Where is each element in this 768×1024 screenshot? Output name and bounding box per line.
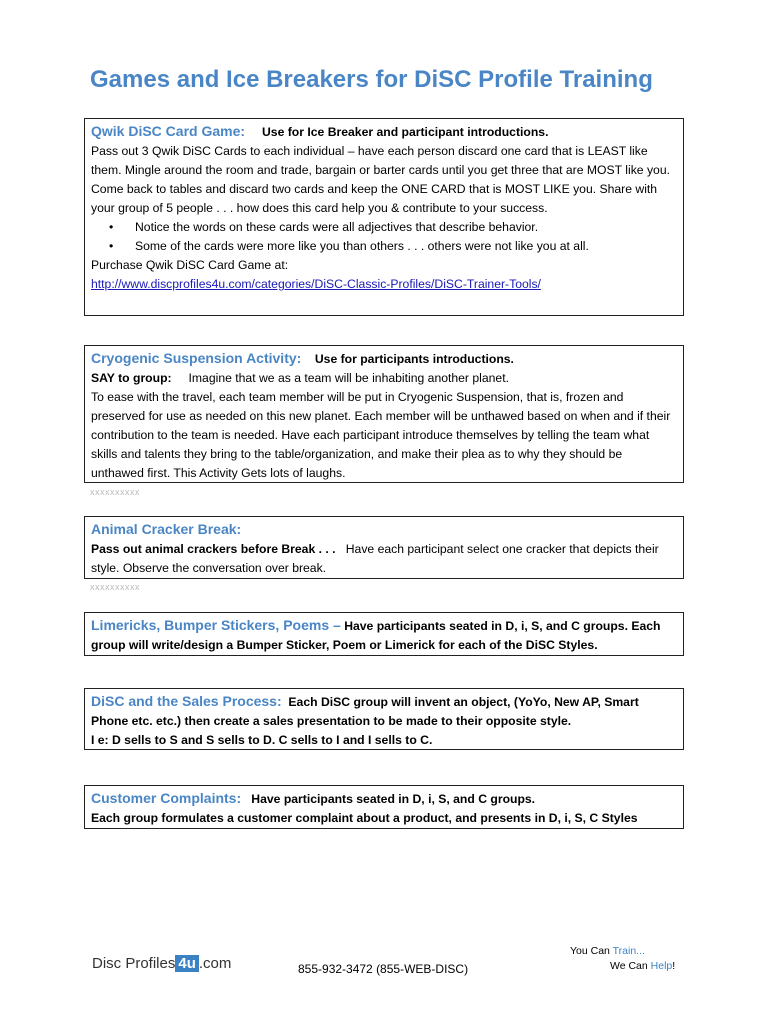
logo-4u-badge: 4u <box>175 955 199 972</box>
cryo-body: To ease with the travel, each team member will be put in Cryogenic Suspension, that is, frozen and preserved for use as needed on this new planet. Each member will be unthawed based on when and if their contribution to the team is needed. Have each participant introduce themselves by telling the team what skills and talents they bring to the table/organization, and make their plea as to why they should be unthawed first. This Activity Gets lots of laughs. <box>91 390 671 480</box>
page-title: Games and Ice Breakers for DiSC Profile Training <box>90 66 653 93</box>
footer-tagline-2 <box>610 960 675 972</box>
qwik-purchase-link[interactable]: http://www.discprofiles4u.com/categories/DiSC-Classic-Profiles/DiSC-Trainer-Tools/ <box>91 277 541 291</box>
tagline-exclamation: ! <box>672 960 676 972</box>
qwik-subhead: Use for Ice Breaker and participant introductions. <box>261 125 549 139</box>
complaints-body: Have participants seated in D, i, S, and C groups. <box>251 792 536 806</box>
logo-domain: .com <box>198 955 232 972</box>
tagline-text: You Can <box>570 945 613 957</box>
qwik-disc-section <box>84 118 684 316</box>
cryo-say-label: SAY to group: <box>91 371 172 385</box>
complaints-body2: Each group formulates a customer complaint about a product, and presents in D, i, S, C Styles <box>91 811 638 825</box>
animal-bold-text: Pass out animal crackers before Break . . . <box>91 542 336 556</box>
cryo-say-text: Imagine that we as a team will be inhabiting another planet. <box>188 371 509 385</box>
cryo-subhead: Use for participants introductions. <box>314 352 514 366</box>
complaints-heading: Customer Complaints: <box>91 790 242 806</box>
footer-tagline-1 <box>570 945 645 957</box>
qwik-body: Pass out 3 Qwik DiSC Cards to each individual – have each person discard one card that is LEAST like them. Mingle around the room and trade, bargain or barter cards until you get three that are MOST like you. Come back to tables and discard two cards and keep the ONE CARD that is MOST LIKE you. Share with your group of 5 people . . . how does this card help you & contribute to your success. <box>91 144 670 215</box>
customer-complaints-section <box>84 785 684 829</box>
tagline-highlight: Help <box>650 960 673 972</box>
sales-body: Each DiSC group will invent an object, (YoYo, New AP, Smart Phone etc. etc.) then create a sales presentation to be made to their opposite style. <box>91 695 639 728</box>
cryogenic-section <box>84 345 684 483</box>
sales-example: I e: D sells to S and S sells to D. C sells to I and I sells to C. <box>91 733 433 747</box>
footer-phone: 855-932-3472 (855-WEB-DISC) <box>298 962 469 976</box>
limericks-section <box>84 612 684 656</box>
qwik-bullet-list <box>91 218 677 256</box>
qwik-purchase-text: Purchase Qwik DiSC Card Game at: <box>91 258 289 272</box>
sales-process-section <box>84 688 684 750</box>
limericks-body: Have participants seated in D, i, S, and C groups. Each group will write/design a Bumper Sticker, Poem or Limerick for each of the DiSC Styles. <box>91 619 661 652</box>
animal-heading: Animal Cracker Break: <box>91 521 242 537</box>
animal-cracker-section <box>84 516 684 579</box>
list-item: • Notice the words on these cards were all adjectives that describe behavior. <box>109 218 677 237</box>
limericks-heading: Limericks, Bumper Stickers, Poems – <box>91 617 341 633</box>
tagline-highlight: Train... <box>612 945 645 957</box>
qwik-heading: Qwik DiSC Card Game: <box>91 123 246 139</box>
sales-heading: DiSC and the Sales Process: <box>91 693 282 709</box>
animal-marker: xxxxxxxxxx <box>90 582 140 592</box>
cryo-marker: xxxxxxxxxx <box>90 487 140 497</box>
footer-logo <box>92 955 231 972</box>
animal-body: Have each participant select one cracker that depicts their style. Observe the conversation over break. <box>91 542 659 575</box>
tagline-text: We Can <box>610 960 651 972</box>
cryo-heading: Cryogenic Suspension Activity: <box>91 350 302 366</box>
logo-text: Disc Profiles <box>92 955 176 972</box>
list-item: • Some of the cards were more like you than others . . . others were not like you at all. <box>109 237 677 256</box>
